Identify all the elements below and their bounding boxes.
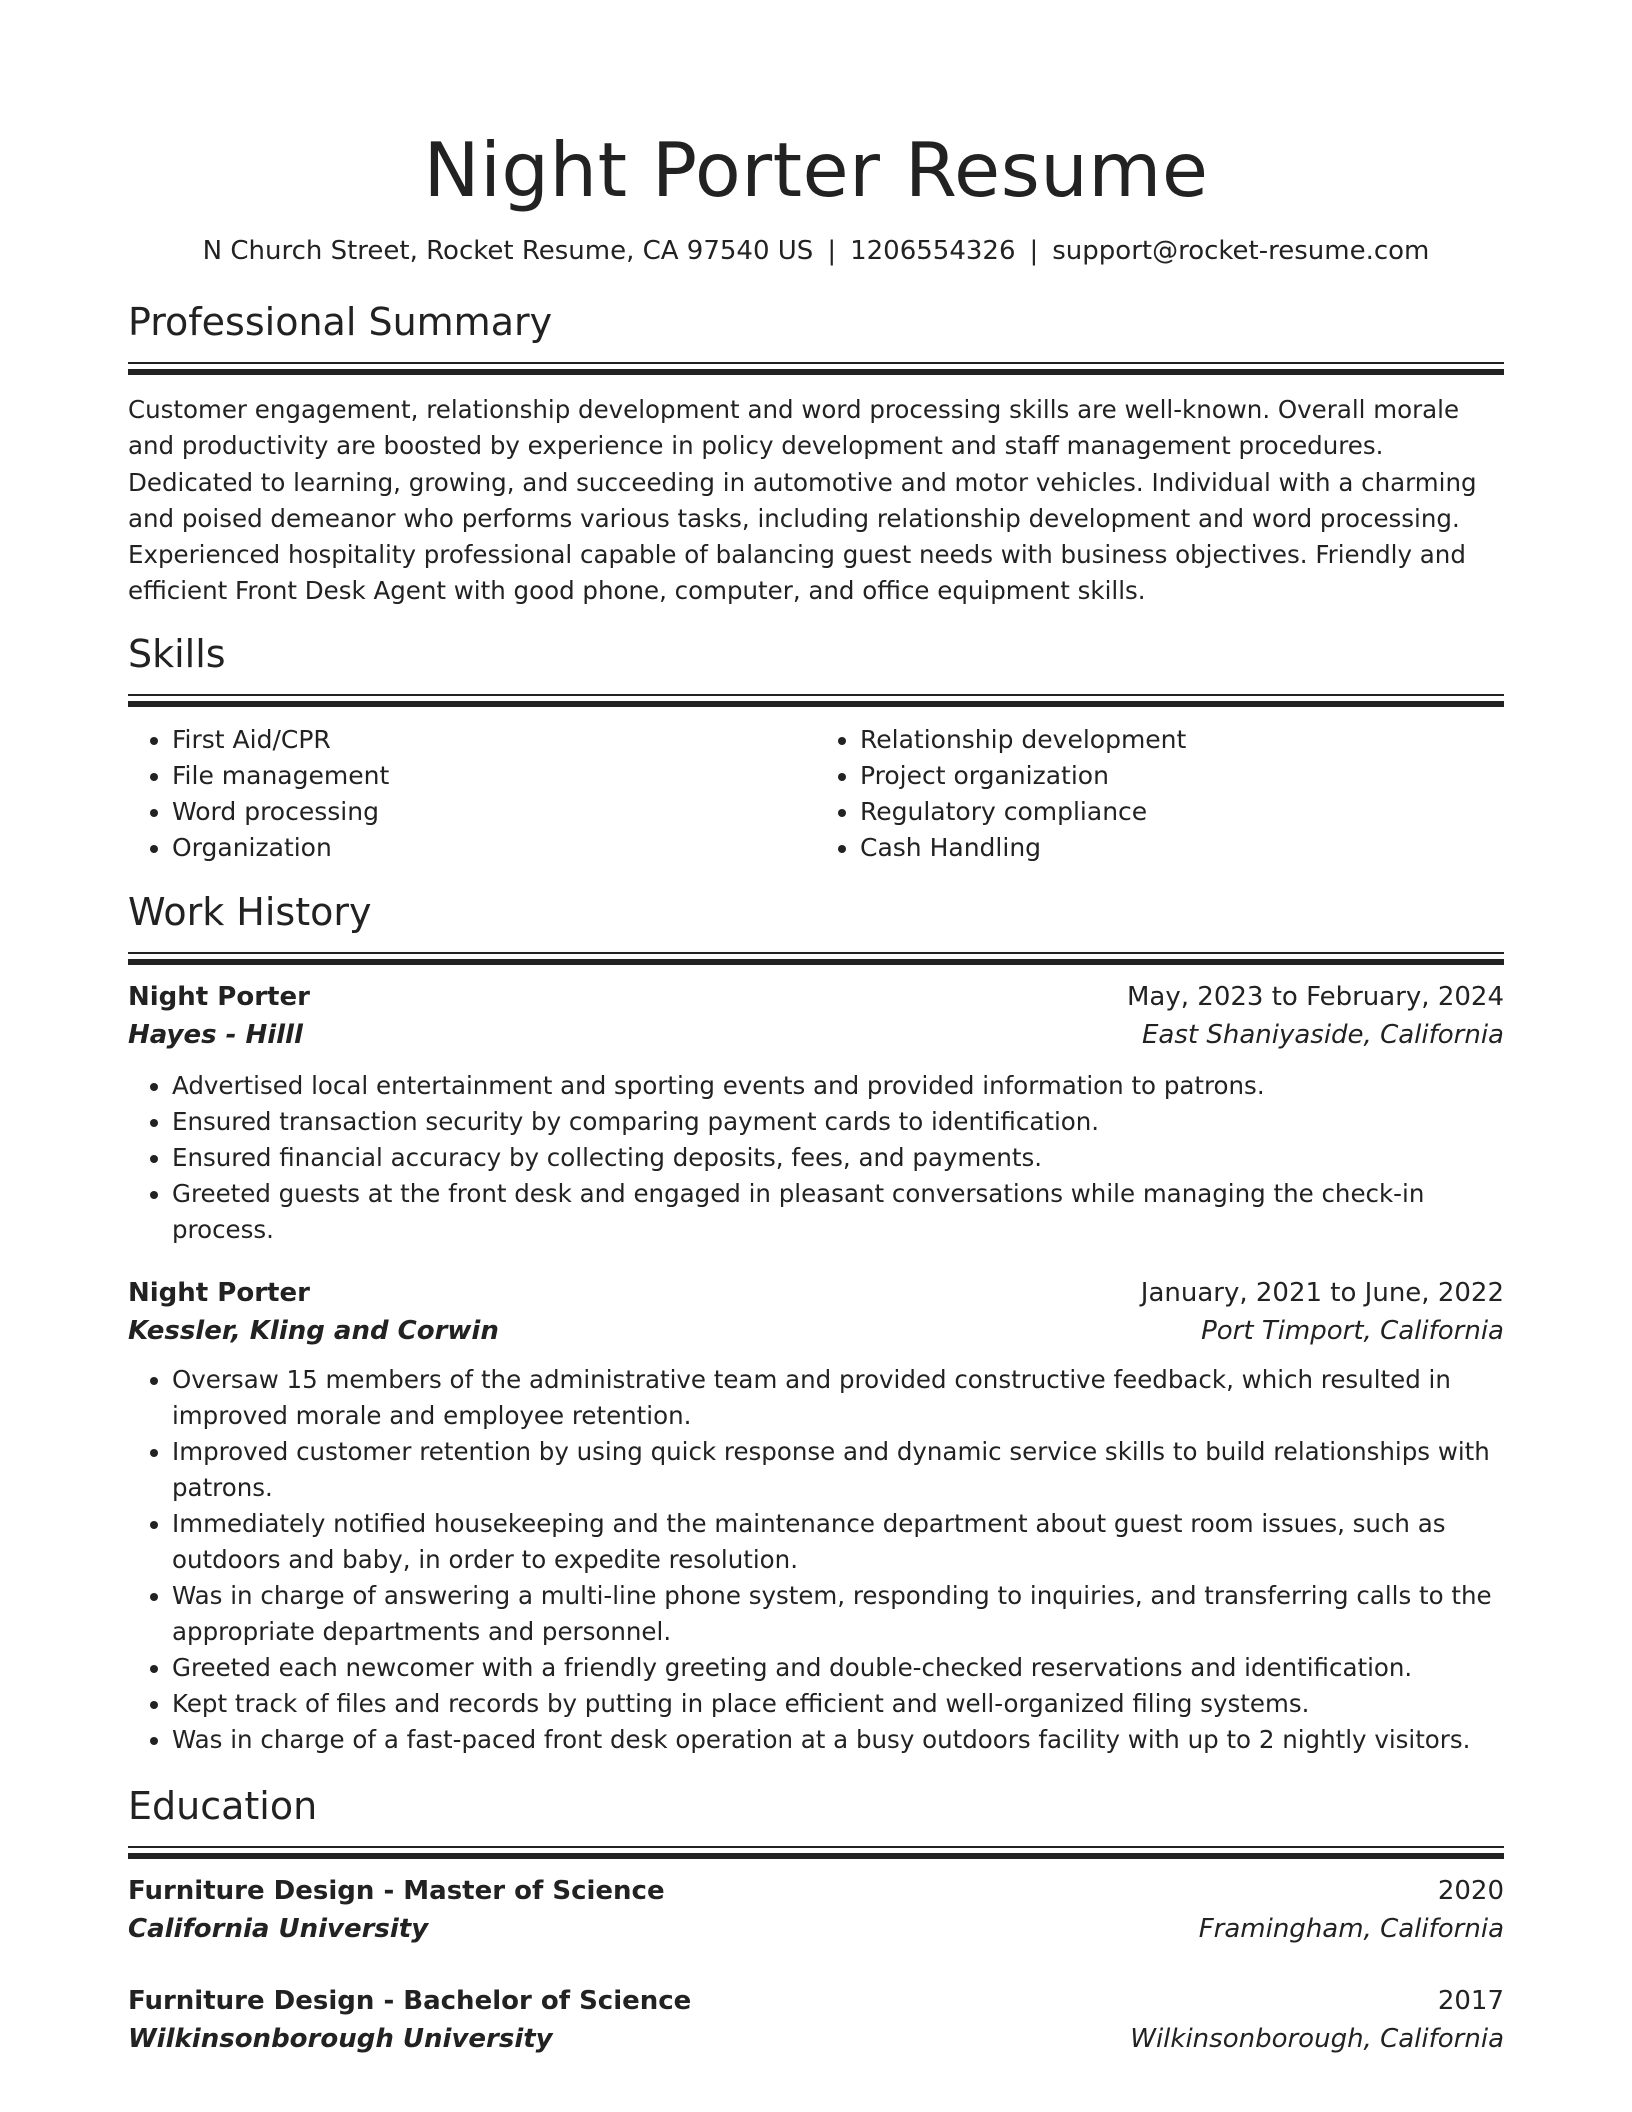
summary-heading: Professional Summary <box>128 300 553 344</box>
job-bullet: • Greeted each newcomer with a friendly greeting and double-checked reservations and identification. <box>172 1650 1504 1686</box>
job-location: East Shaniyaside, California <box>1141 1019 1504 1050</box>
job-company: Hayes - Hilll <box>128 1019 303 1050</box>
education-location: Wilkinsonborough, California <box>1130 2023 1504 2054</box>
job-bullet: • Greeted guests at the front desk and engaged in pleasant conversations while managing the check-in process. <box>172 1176 1504 1248</box>
education-heading: Education <box>128 1783 318 1828</box>
education-degree: Furniture Design - Bachelor of Science <box>128 1985 692 2016</box>
job-bullet: • Was in charge of answering a multi-line phone system, responding to inquiries, and transferring calls to the appropriate departments and personnel. <box>172 1578 1504 1650</box>
job-entry <box>128 978 1504 1248</box>
job-title: Night Porter <box>128 1277 310 1308</box>
job-bullet: • Advertised local entertainment and sporting events and provided information to patrons. <box>172 1068 1504 1104</box>
skills-heading: Skills <box>128 631 226 676</box>
section-divider <box>128 952 1504 964</box>
job-bullet: • Ensured transaction security by comparing payment cards to identification. <box>172 1104 1504 1140</box>
job-bullet: • Improved customer retention by using quick response and dynamic service skills to build relationships with patrons. <box>172 1434 1504 1506</box>
contact-phone: 1206554326 <box>850 236 1016 266</box>
summary-section <box>128 298 1504 610</box>
resume-title: Night Porter Resume <box>423 126 1209 214</box>
skill-item: • First Aid/CPR <box>172 722 816 758</box>
education-school: California University <box>128 1913 429 1944</box>
job-location: Port Timport, California <box>1201 1315 1504 1346</box>
skill-item: • Project organization <box>860 758 1504 794</box>
skill-item: • Cash Handling <box>860 830 1504 866</box>
job-bullets <box>128 1362 1504 1758</box>
education-year: 2017 <box>1437 1985 1504 2016</box>
contact-line <box>128 234 1504 268</box>
job-bullet: • Ensured financial accuracy by collecting deposits, fees, and payments. <box>172 1140 1504 1176</box>
education-degree: Furniture Design - Master of Science <box>128 1875 665 1906</box>
education-entry <box>128 1872 1504 1948</box>
contact-separator: | <box>1029 236 1039 266</box>
job-entry <box>128 1274 1504 1758</box>
education-entry <box>128 1982 1504 2058</box>
education-section <box>128 1782 1504 2058</box>
skills-list-right <box>816 722 1504 866</box>
summary-text: Customer engagement, relationship development and word processing skills are well-known. Overall morale and productivity are boosted by experience in policy development and staff management procedures. Dedicated to learning, growing, and succeeding in automotive and motor vehicles. Individual with a charming and poised demeanor who performs various tasks, including relationship development and word processing. Experienced hospitality professional capable of balancing guest needs with business objectives. Friendly and efficient Front Desk Agent with good phone, computer, and office equipment skills. <box>128 395 1477 606</box>
job-company: Kessler, Kling and Corwin <box>128 1315 499 1346</box>
skill-item: • Word processing <box>172 794 816 830</box>
contact-email: support@rocket-resume.com <box>1052 236 1430 266</box>
job-dates: January, 2021 to June, 2022 <box>1140 1277 1504 1308</box>
skill-item: • File management <box>172 758 816 794</box>
contact-address: N Church Street, Rocket Resume, CA 97540 US <box>202 236 814 266</box>
skills-section <box>128 630 1504 866</box>
section-divider <box>128 362 1504 374</box>
skills-list-left <box>128 722 816 866</box>
job-bullet: • Oversaw 15 members of the administrative team and provided constructive feedback, which resulted in improved morale and employee retention. <box>172 1362 1504 1434</box>
education-location: Framingham, California <box>1198 1913 1504 1944</box>
contact-separator: | <box>827 236 837 266</box>
work-section <box>128 888 1504 1758</box>
skill-item: • Regulatory compliance <box>860 794 1504 830</box>
skill-item: • Relationship development <box>860 722 1504 758</box>
work-heading: Work History <box>128 889 372 934</box>
education-year: 2020 <box>1437 1875 1504 1906</box>
skill-item: • Organization <box>172 830 816 866</box>
section-divider <box>128 1846 1504 1858</box>
skills-columns <box>128 722 1504 866</box>
job-bullet: • Was in charge of a fast-paced front desk operation at a busy outdoors facility with up to 2 nightly visitors. <box>172 1722 1504 1758</box>
section-divider <box>128 694 1504 706</box>
education-school: Wilkinsonborough University <box>128 2023 553 2054</box>
job-bullets <box>128 1068 1504 1248</box>
job-dates: May, 2023 to February, 2024 <box>1127 981 1504 1012</box>
job-bullet: • Kept track of files and records by putting in place efficient and well-organized filing systems. <box>172 1686 1504 1722</box>
job-title: Night Porter <box>128 981 310 1012</box>
job-bullet: • Immediately notified housekeeping and the maintenance department about guest room issues, such as outdoors and baby, in order to expedite resolution. <box>172 1506 1504 1578</box>
